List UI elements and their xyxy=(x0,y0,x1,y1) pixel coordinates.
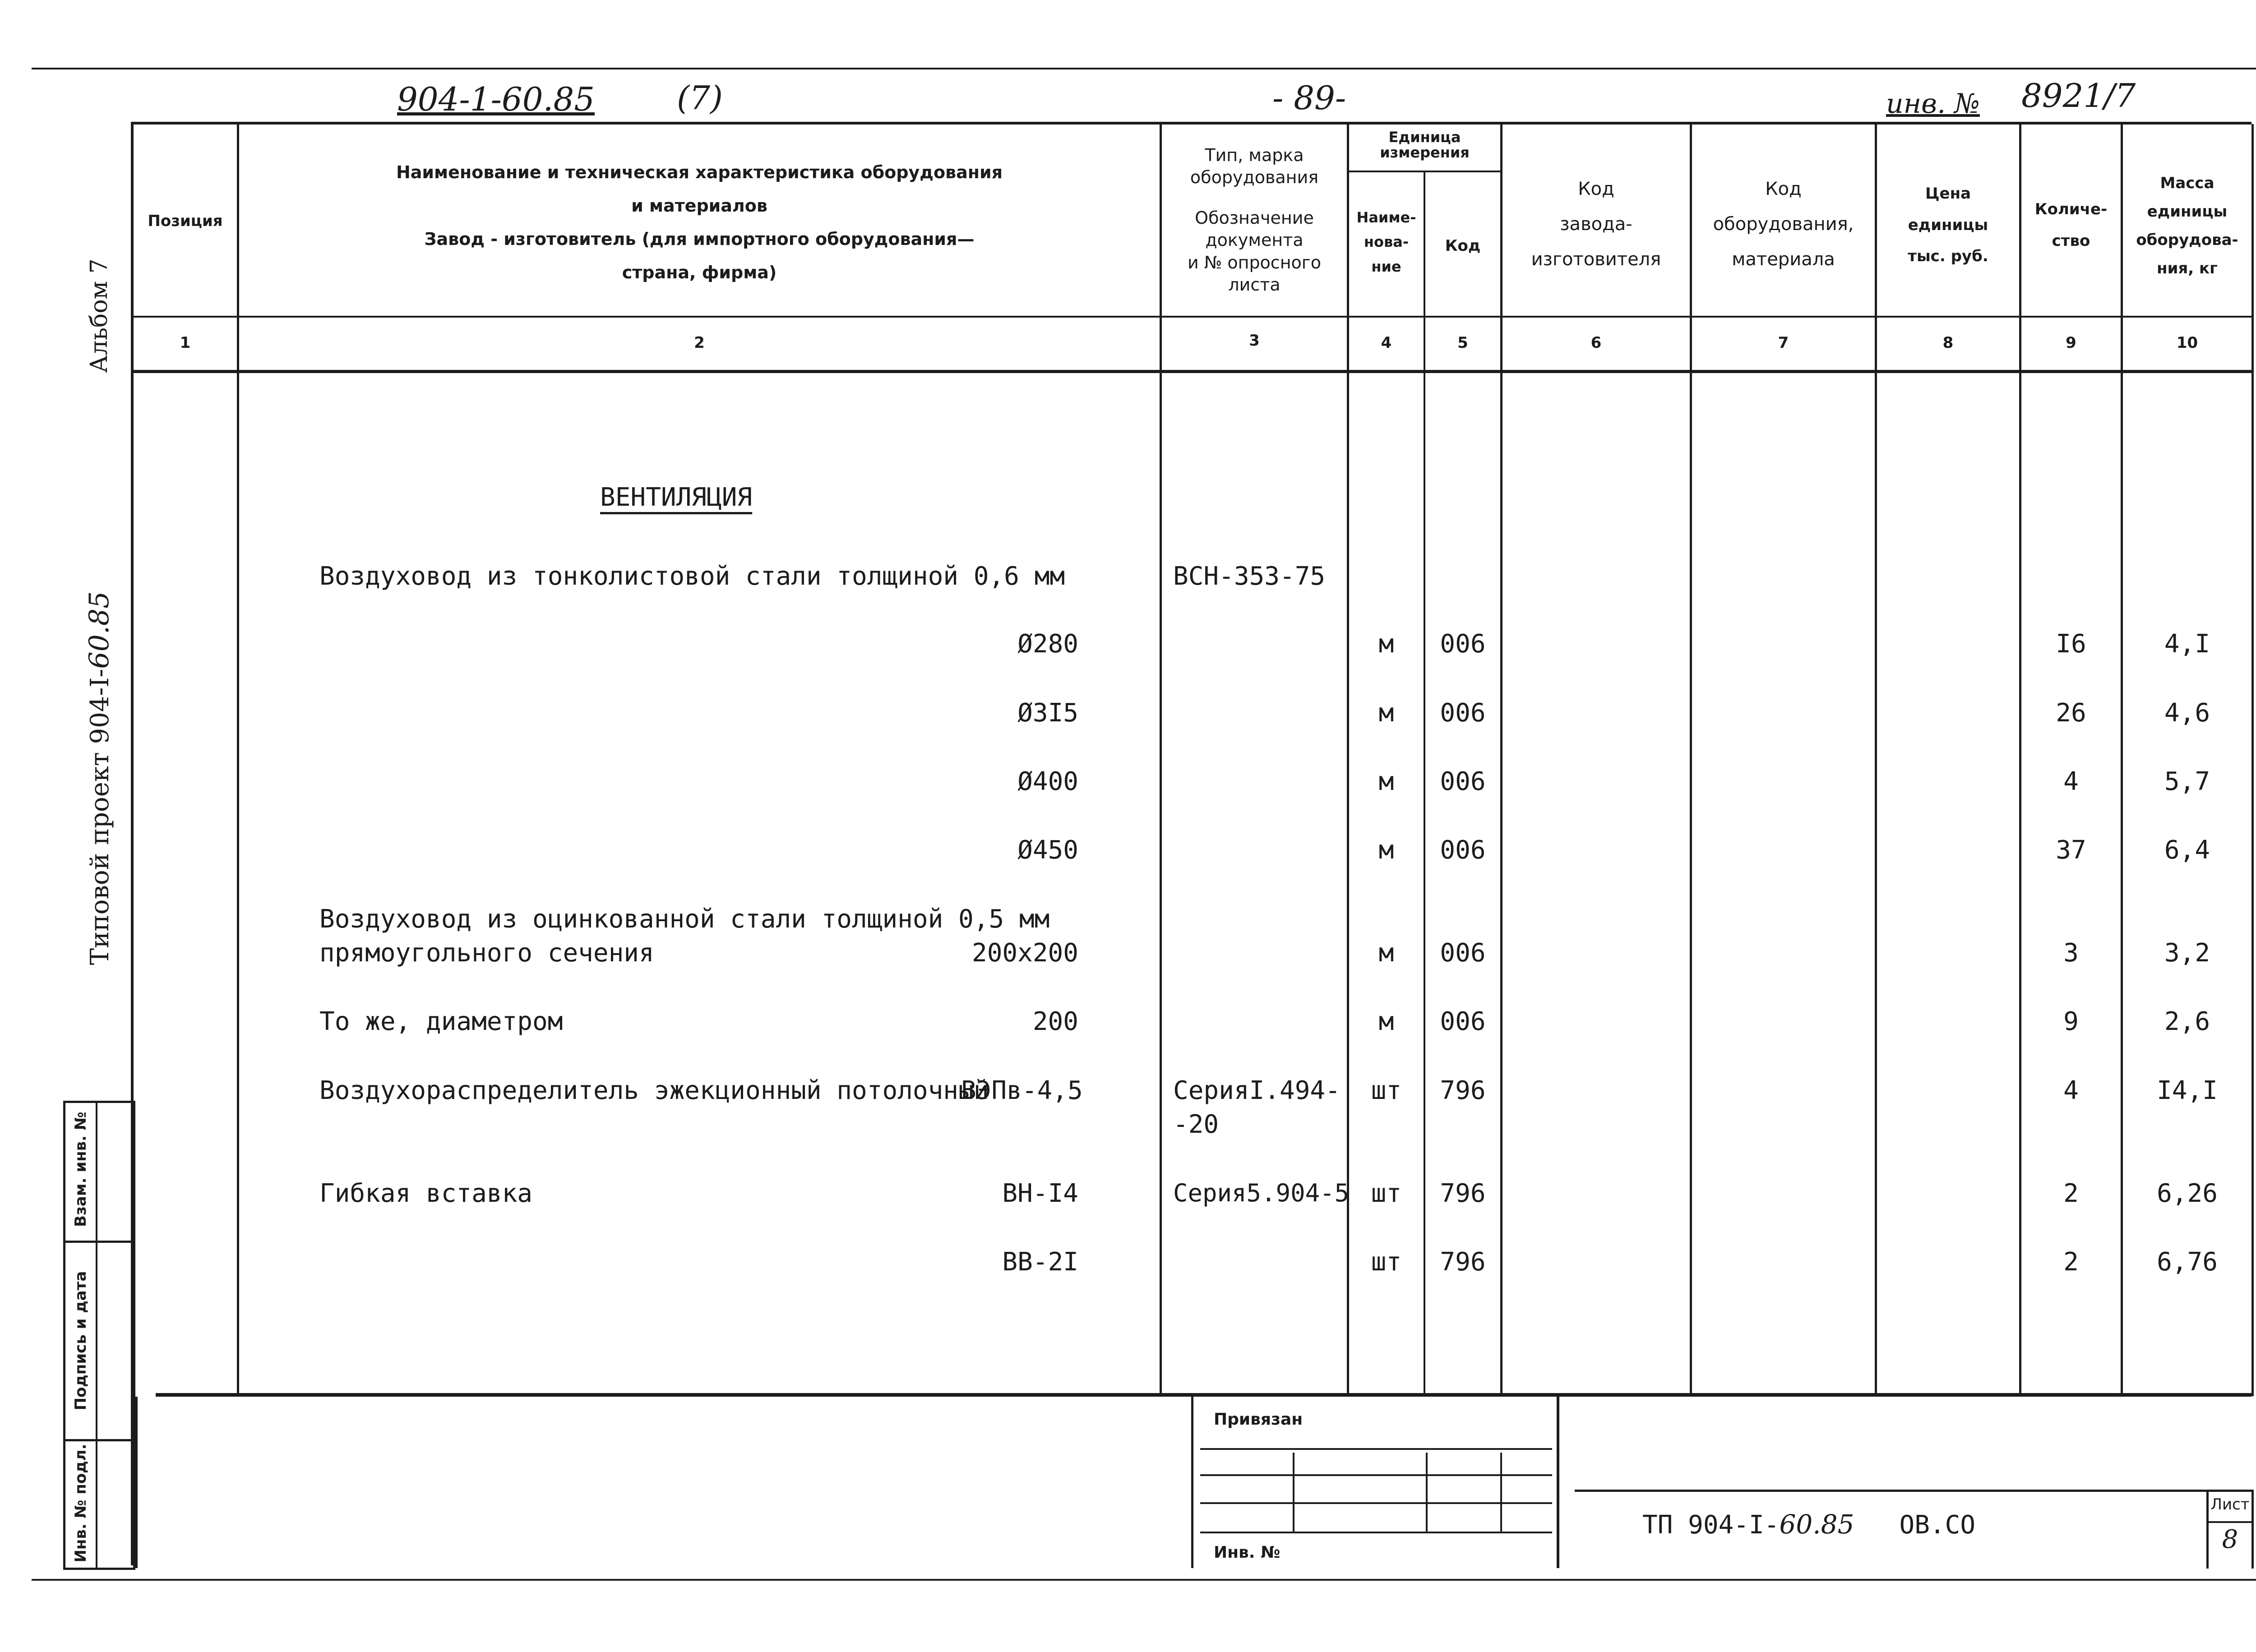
row-3-qty: 4 xyxy=(2063,767,2079,796)
binding-col-1 xyxy=(1293,1453,1294,1532)
doc-number-handwritten: 904-1-60.85 xyxy=(397,80,595,118)
row-2-code: 006 xyxy=(1440,698,1486,728)
column-number-1: 1 xyxy=(180,334,191,352)
sheet-number: 8 xyxy=(2222,1525,2238,1554)
column-number-4: 4 xyxy=(1381,334,1392,352)
header-unit-name-line3: ние xyxy=(1371,258,1401,275)
section-title: ВЕНТИЛЯЦИЯ xyxy=(600,483,753,512)
row-7-unit: шт xyxy=(1371,1076,1402,1105)
stamp-label-replacement: Взам. инв. № xyxy=(72,1112,90,1227)
row-3-mass: 5,7 xyxy=(2164,767,2210,796)
header-type-line3: Обозначение xyxy=(1195,208,1314,228)
row-1-unit: м xyxy=(1378,629,1394,659)
binding-row-3 xyxy=(1200,1502,1552,1504)
binding-inv-label: Инв. № xyxy=(1214,1543,1281,1562)
column-number-3: 3 xyxy=(1249,332,1260,350)
stamp-divider-vertical xyxy=(96,1101,97,1570)
binding-col-2 xyxy=(1426,1453,1428,1532)
row-0-type: ВСН-353-75 xyxy=(1173,562,1326,591)
row-6-name: То же, диаметром xyxy=(319,1007,563,1036)
header-maker-code-line3: изготовителя xyxy=(1531,249,1661,270)
col-line-1 xyxy=(237,124,239,1396)
row-1-name: Ø280 xyxy=(1017,629,1078,659)
header-unit-line1: Единица xyxy=(1388,129,1461,146)
column-number-7: 7 xyxy=(1778,334,1789,352)
header-type-line6: листа xyxy=(1228,274,1281,295)
stamp-label-signature: Подпись и дата xyxy=(72,1271,90,1411)
project-label xyxy=(83,462,115,1094)
row-7-name: Воздухораспределитель эжекционный потолочный xyxy=(319,1076,989,1105)
header-name-line1: Наименование и техническая характеристика оборудования xyxy=(396,162,1003,182)
header-name-line4: страна, фирма) xyxy=(622,263,777,283)
row-5-name: Воздуховод из оцинкованной стали толщиной 0,5 мм xyxy=(319,904,1050,934)
bottom-frame-line xyxy=(32,1579,2256,1581)
header-type-line5: и № опросного xyxy=(1187,252,1322,272)
col-line-7 xyxy=(1875,124,1877,1396)
header-price xyxy=(1877,178,2019,272)
row-4-code: 006 xyxy=(1440,835,1486,865)
binding-row-1 xyxy=(1200,1448,1552,1450)
row-5-spec: 200x200 xyxy=(971,938,1078,968)
column-number-9: 9 xyxy=(2066,334,2076,352)
row-3-unit: м xyxy=(1378,767,1394,796)
header-equipment-code-line3: материала xyxy=(1732,249,1835,270)
header-unit-code: Код xyxy=(1445,237,1481,255)
row-6-mass: 2,6 xyxy=(2164,1007,2210,1036)
row-1-code: 006 xyxy=(1440,629,1486,659)
table-top-line xyxy=(131,122,2251,125)
col-line-5 xyxy=(1500,124,1502,1396)
header-unit-line2: измерения xyxy=(1380,143,1470,161)
inv-number: 8921/7 xyxy=(2021,77,2136,115)
row-6-spec: 200 xyxy=(1032,1007,1078,1036)
doc-code-handwritten: 60.85 xyxy=(1779,1509,1854,1540)
row-1-mass: 4,I xyxy=(2164,629,2210,659)
album-label: Альбом 7 xyxy=(86,258,113,373)
stamp-label-original-inv: Инв. № подл. xyxy=(72,1444,90,1563)
right-frame-line xyxy=(2251,124,2254,1396)
stamp-top-line xyxy=(1575,1490,2251,1492)
project-prefix: Типовой проект 904-I- xyxy=(85,669,115,965)
row-8-code: 796 xyxy=(1440,1179,1486,1208)
row-5-mass: 3,2 xyxy=(2164,938,2210,968)
doc-code-suffix: ОВ.СО xyxy=(1899,1510,1976,1540)
top-border-line xyxy=(32,68,2256,69)
header-mass-line2: единицы xyxy=(2147,202,2228,221)
row-2-name: Ø3I5 xyxy=(1017,698,1078,728)
column-number-6: 6 xyxy=(1590,334,1602,352)
row-7-code: 796 xyxy=(1440,1076,1486,1105)
project-suffix: 60.85 xyxy=(83,591,115,669)
header-price-line1: Цена xyxy=(1925,185,1971,203)
row-9-mass: 6,76 xyxy=(2157,1247,2218,1277)
binding-row-4 xyxy=(1200,1532,1552,1533)
row-7-type: СерияI.494- xyxy=(1173,1076,1341,1105)
row-6-qty: 9 xyxy=(2063,1007,2079,1036)
header-unit-name-line1: Наиме- xyxy=(1356,209,1416,226)
binding-box-left xyxy=(1191,1397,1193,1568)
row-0-name: Воздуховод из тонколистовой стали толщиной 0,6 мм xyxy=(319,562,1065,591)
binding-row-2 xyxy=(1200,1474,1552,1476)
header-maker-code-line1: Код xyxy=(1578,179,1614,199)
numbers-bottom-line xyxy=(131,370,2251,373)
row-3-name: Ø400 xyxy=(1017,767,1078,796)
header-type xyxy=(1162,144,1347,296)
header-equipment-code xyxy=(1692,171,1875,277)
sheet-box-right xyxy=(2251,1490,2254,1569)
row-5-code: 006 xyxy=(1440,938,1486,968)
row-4-qty: 37 xyxy=(2056,835,2086,865)
header-quantity-line2: ство xyxy=(2052,231,2090,250)
row-9-code: 796 xyxy=(1440,1247,1486,1277)
binding-box-right xyxy=(1557,1397,1559,1568)
column-number-2: 2 xyxy=(694,334,705,352)
header-quantity xyxy=(2021,194,2121,257)
header-bottom-line xyxy=(131,316,2251,318)
header-maker-code xyxy=(1502,171,1690,277)
header-mass-line4: ния, кг xyxy=(2157,259,2218,277)
row-9-spec: ВВ-2I xyxy=(1002,1247,1078,1277)
row-8-spec: ВН-I4 xyxy=(1002,1179,1078,1208)
inv-label: инв. № xyxy=(1886,88,1980,120)
header-type-line1: Тип, марка xyxy=(1205,145,1304,165)
header-mass-line1: Масса xyxy=(2160,174,2214,192)
row-8-type: Серия5.904-5 xyxy=(1173,1179,1350,1207)
column-number-10: 10 xyxy=(2176,334,2198,352)
header-mass xyxy=(2123,169,2251,283)
row-9-qty: 2 xyxy=(2063,1247,2079,1277)
row-7-type-line2: -20 xyxy=(1173,1110,1219,1139)
row-4-unit: м xyxy=(1378,835,1394,865)
row-8-mass: 6,26 xyxy=(2157,1179,2218,1208)
row-7-spec: ВЭПв-4,5 xyxy=(961,1076,1083,1105)
row-5-unit: м xyxy=(1378,938,1394,968)
row-3-code: 006 xyxy=(1440,767,1486,796)
col-line-6 xyxy=(1690,124,1692,1396)
row-1-qty: I6 xyxy=(2056,629,2086,659)
row-8-name: Гибкая вставка xyxy=(319,1179,533,1208)
header-mass-line3: оборудова- xyxy=(2136,231,2238,249)
header-equipment-code-line1: Код xyxy=(1765,179,1802,199)
header-name-line3: Завод - изготовитель (для импортного оборудования— xyxy=(424,229,975,249)
header-type-line2: оборудования xyxy=(1190,167,1319,188)
header-unit xyxy=(1349,130,1500,160)
row-4-mass: 6,4 xyxy=(2164,835,2210,865)
doc-code-prefix: ТП 904-I- xyxy=(1642,1510,1780,1540)
binding-col-3 xyxy=(1500,1453,1502,1532)
row-5-name-line2: прямоугольного сечения xyxy=(319,938,654,968)
row-2-mass: 4,6 xyxy=(2164,698,2210,728)
row-9-unit: шт xyxy=(1371,1247,1402,1277)
header-unit-name xyxy=(1349,205,1424,279)
column-number-5: 5 xyxy=(1457,334,1468,352)
row-6-code: 006 xyxy=(1440,1007,1486,1036)
album-handwritten: (7) xyxy=(677,79,723,117)
header-price-line3: тыс. руб. xyxy=(1908,247,1988,266)
unit-header-line xyxy=(1347,171,1502,172)
header-maker-code-line2: завода- xyxy=(1560,214,1632,235)
sheet-box-divider xyxy=(2206,1521,2251,1523)
binding-label: Привязан xyxy=(1214,1410,1303,1429)
header-position: Позиция xyxy=(148,212,223,230)
header-price-line2: единицы xyxy=(1908,216,1988,234)
stamp-divider-1 xyxy=(63,1241,135,1243)
header-type-line4: документа xyxy=(1205,230,1304,250)
row-2-qty: 26 xyxy=(2056,698,2086,728)
header-name-line2: и материалов xyxy=(631,196,767,216)
row-7-mass: I4,I xyxy=(2157,1076,2218,1105)
row-8-qty: 2 xyxy=(2063,1179,2079,1208)
header-name xyxy=(239,156,1160,289)
header-equipment-code-line2: оборудования, xyxy=(1713,214,1854,235)
sheet-label: Лист xyxy=(2210,1495,2250,1514)
row-5-qty: 3 xyxy=(2063,938,2079,968)
row-8-unit: шт xyxy=(1371,1179,1402,1208)
row-6-unit: м xyxy=(1378,1007,1394,1036)
row-4-name: Ø450 xyxy=(1017,835,1078,865)
column-number-8: 8 xyxy=(1942,334,1954,352)
header-quantity-line1: Количе- xyxy=(2034,200,2108,218)
row-7-qty: 4 xyxy=(2063,1076,2079,1105)
doc-code xyxy=(1642,1509,1975,1540)
row-2-unit: м xyxy=(1378,698,1394,728)
body-bottom-line xyxy=(156,1393,2251,1397)
footer-left-line xyxy=(135,1397,138,1568)
col-line-2 xyxy=(1160,124,1162,1396)
header-unit-name-line2: нова- xyxy=(1364,233,1409,251)
page-number: - 89- xyxy=(1272,79,1346,117)
